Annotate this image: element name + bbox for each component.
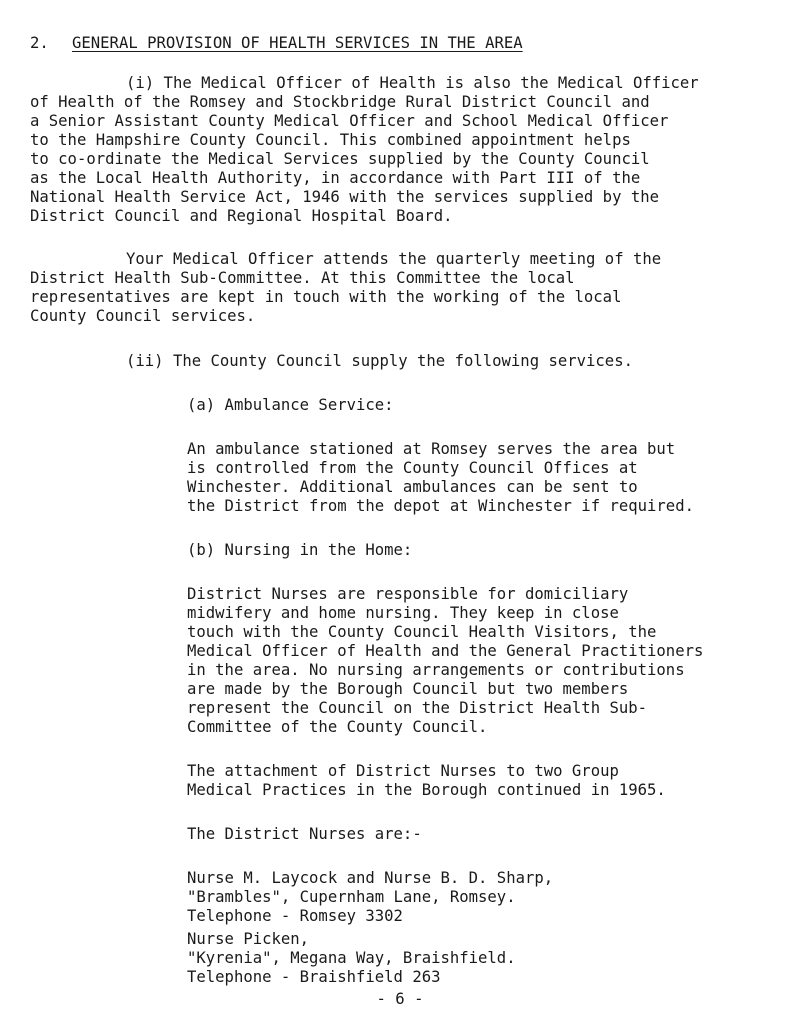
officer-para-line: District Health Sub-Committee. At this Committee the local xyxy=(30,269,575,287)
nurses-intro: The District Nurses are:- xyxy=(187,825,422,843)
attachment-line: Medical Practices in the Borough continued in 1965. xyxy=(187,781,666,799)
officer-para-line: representatives are kept in touch with the working of the local xyxy=(30,288,622,306)
section-number: 2. xyxy=(30,34,49,52)
nursing-line: District Nurses are responsible for domiciliary xyxy=(187,585,629,603)
para-i-line: to co-ordinate the Medical Services supplied by the County Council xyxy=(30,150,650,168)
para-i-line: as the Local Health Authority, in accordance with Part III of the xyxy=(30,169,641,187)
nursing-heading: (b) Nursing in the Home: xyxy=(187,541,413,559)
nursing-line: are made by the Borough Council but two members xyxy=(187,680,629,698)
section-heading xyxy=(30,34,523,54)
para-i-line: a Senior Assistant County Medical Officer and School Medical Officer xyxy=(30,112,669,130)
officer-para-line: Your Medical Officer attends the quarterly meeting of the xyxy=(126,250,662,268)
nursing-line: in the area. No nursing arrangements or contributions xyxy=(187,661,685,679)
nursing-line: Medical Officer of Health and the General Practitioners xyxy=(187,642,704,660)
nursing-line: represent the Council on the District Health Sub- xyxy=(187,699,648,717)
para-i-line: District Council and Regional Hospital Board. xyxy=(30,207,453,225)
nursing-line: Committee of the County Council. xyxy=(187,718,488,736)
para-ii-line: (ii) The County Council supply the following services. xyxy=(126,352,633,370)
page-number: - 6 - xyxy=(376,990,424,1008)
nurse-telephone: Telephone - Romsey 3302 xyxy=(187,907,403,925)
nurse-address-line: Nurse M. Laycock and Nurse B. D. Sharp, xyxy=(187,869,554,887)
ambulance-line: the District from the depot at Winchester if required. xyxy=(187,497,694,515)
para-i-line: to the Hampshire County Council. This combined appointment helps xyxy=(30,131,631,149)
nurse-address-line: "Kyrenia", Megana Way, Braishfield. xyxy=(187,949,516,967)
para-i-line: (i) The Medical Officer of Health is also the Medical Officer xyxy=(126,74,699,92)
ambulance-line: Winchester. Additional ambulances can be sent to xyxy=(187,478,638,496)
section-title: GENERAL PROVISION OF HEALTH SERVICES IN THE AREA xyxy=(72,34,523,52)
nursing-line: midwifery and home nursing. They keep in close xyxy=(187,604,619,622)
para-i-line: National Health Service Act, 1946 with the services supplied by the xyxy=(30,188,660,206)
nurse-address-line: "Brambles", Cupernham Lane, Romsey. xyxy=(187,888,516,906)
officer-para-line: County Council services. xyxy=(30,307,256,325)
nurse-telephone: Telephone - Braishfield 263 xyxy=(187,968,441,986)
ambulance-heading: (a) Ambulance Service: xyxy=(187,396,394,414)
para-i-line: of Health of the Romsey and Stockbridge Rural District Council and xyxy=(30,93,650,111)
nursing-line: touch with the County Council Health Visitors, the xyxy=(187,623,657,641)
attachment-line: The attachment of District Nurses to two Group xyxy=(187,762,619,780)
ambulance-line: An ambulance stationed at Romsey serves the area but xyxy=(187,440,676,458)
nurse-address-line: Nurse Picken, xyxy=(187,930,310,948)
ambulance-line: is controlled from the County Council Offices at xyxy=(187,459,638,477)
